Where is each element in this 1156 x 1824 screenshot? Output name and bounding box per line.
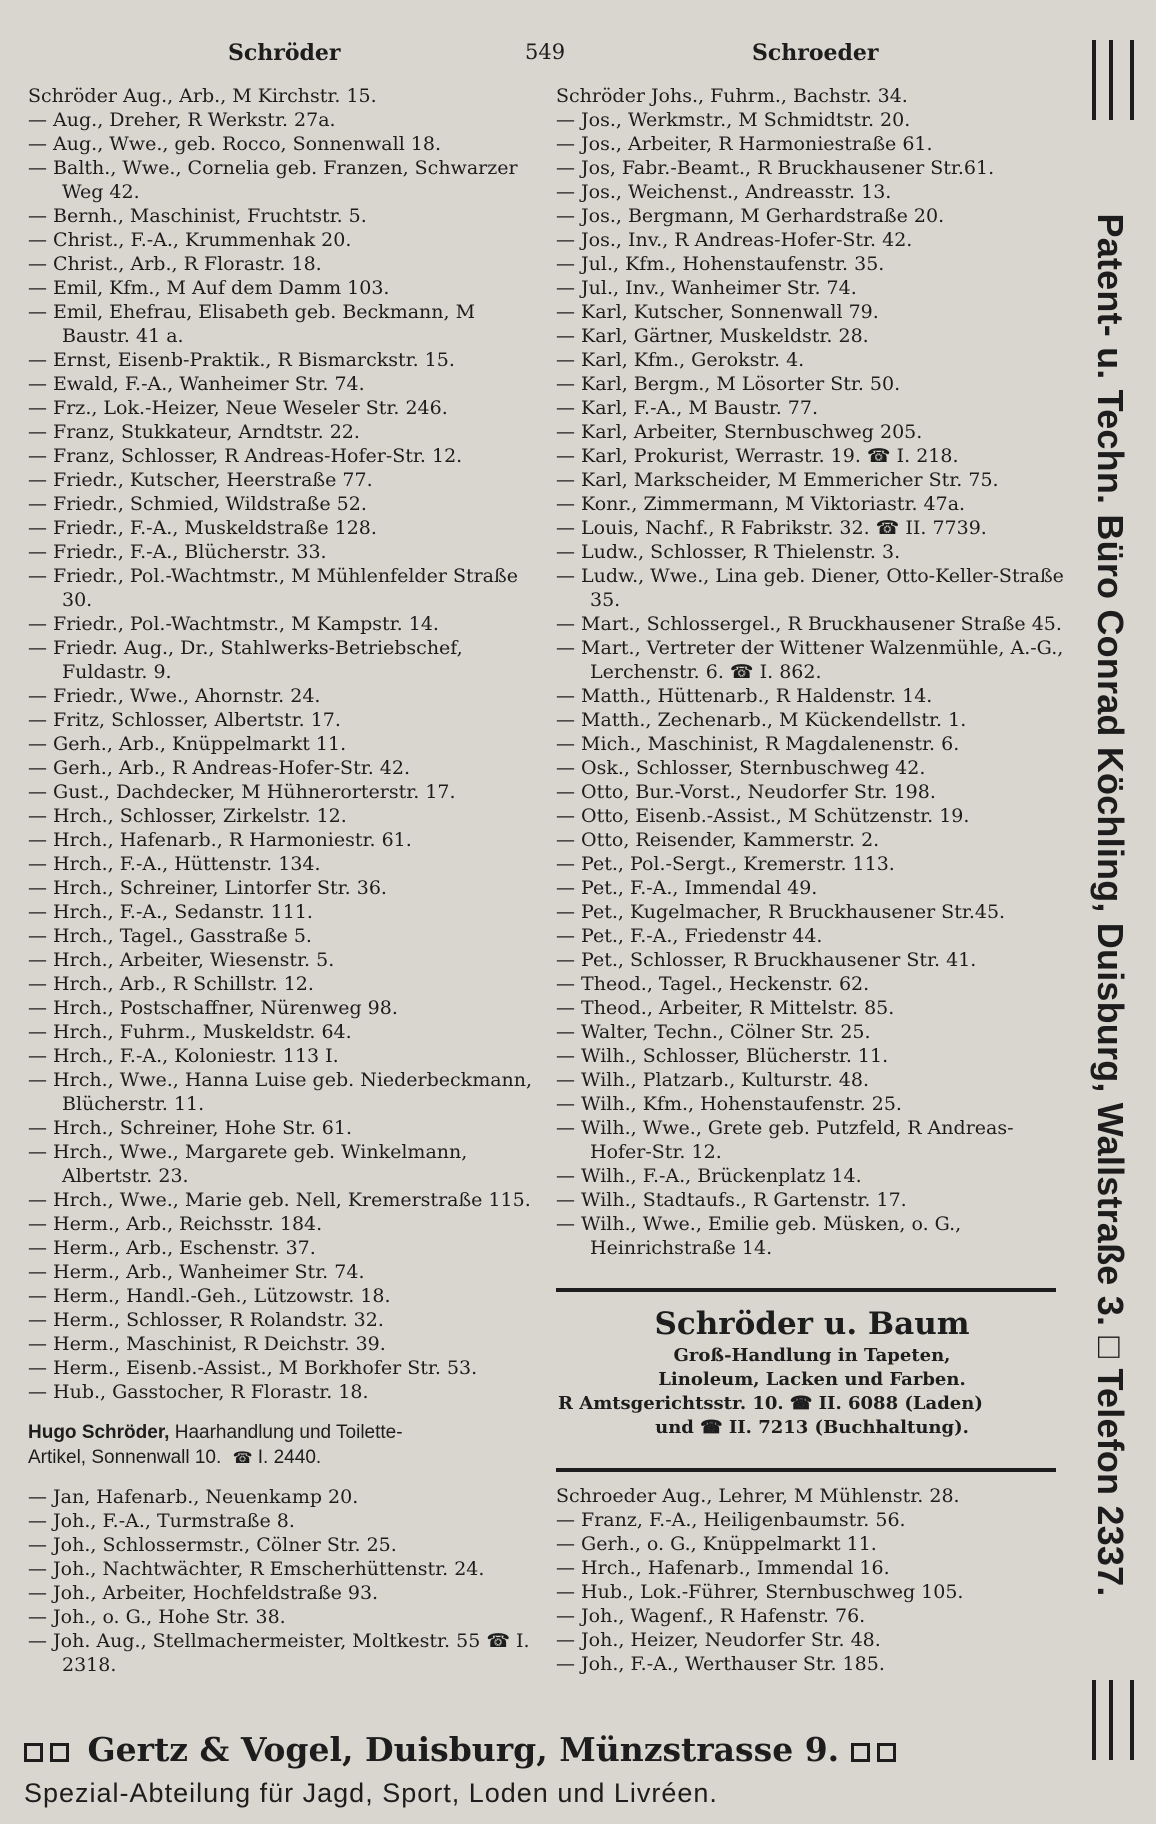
directory-entry: — Otto, Bur.-Vorst., Neudorfer Str. 198. <box>556 781 936 803</box>
directory-entry: — Wilh., Wwe., Grete geb. Putzfeld, R Andreas-Hofer-Str. 12. <box>556 1117 1014 1163</box>
directory-entry: — Hrch., Arb., R Schillstr. 12. <box>28 973 314 995</box>
directory-entry: — Joh., o. G., Hohe Str. 38. <box>28 1606 286 1628</box>
directory-entry: — Balth., Wwe., Cornelia geb. Franzen, Schwarzer Weg 42. <box>28 157 518 203</box>
directory-entry: — Herm., Arb., Reichsstr. 184. <box>28 1213 323 1235</box>
square-icon <box>24 1743 43 1762</box>
directory-entry: — Friedr., F.-A., Muskeldstraße 128. <box>28 517 377 539</box>
ad-line-4: und ☎ II. 7213 (Buchhaltung). <box>655 1417 969 1438</box>
directory-entry: — Matth., Hüttenarb., R Haldenstr. 14. <box>556 685 933 707</box>
directory-entry: — Franz, Stukkateur, Arndtstr. 22. <box>28 421 360 443</box>
directory-entry: — Jul., Kfm., Hohenstaufenstr. 35. <box>556 253 885 275</box>
directory-entry: — Wilh., Schlosser, Blücherstr. 11. <box>556 1045 889 1067</box>
directory-entry: — Bernh., Maschinist, Fruchtstr. 5. <box>28 205 367 227</box>
decorative-bars-top <box>1092 40 1134 120</box>
directory-entry: — Hrch., F.-A., Koloniestr. 113 I. <box>28 1045 339 1067</box>
directory-entry: — Gerh., o. G., Knüppelmarkt 11. <box>556 1533 877 1555</box>
directory-entry: — Friedr., Pol.-Wachtmstr., M Kampstr. 14. <box>28 613 439 635</box>
directory-entry: — Aug., Dreher, R Werkstr. 27a. <box>28 109 336 131</box>
directory-entry: — Pet., F.-A., Friedenstr 44. <box>556 925 823 947</box>
directory-entry: — Joh., Heizer, Neudorfer Str. 48. <box>556 1629 881 1651</box>
directory-entry: — Hrch., Schlosser, Zirkelstr. 12. <box>28 805 347 827</box>
directory-entry: — Pet., Schlosser, R Bruckhausener Str. 41. <box>556 949 977 971</box>
directory-entry: — Fritz, Schlosser, Albertstr. 17. <box>28 709 341 731</box>
directory-entry: — Wilh., F.-A., Brückenplatz 14. <box>556 1165 862 1187</box>
directory-entry: — Hrch., Schreiner, Hohe Str. 61. <box>28 1117 353 1139</box>
directory-entry: — Herm., Arb., Eschenstr. 37. <box>28 1237 316 1259</box>
directory-entry: — Karl, Kfm., Gerokstr. 4. <box>556 349 805 371</box>
hugo-schroeder-ad <box>28 1420 536 1471</box>
hugo-text1: Haarhandlung und Toilette- <box>169 1422 403 1443</box>
directory-entry: — Christ., Arb., R Florastr. 18. <box>28 253 322 275</box>
directory-entry: — Friedr., Pol.-Wachtmstr., M Mühlenfelder Straße 30. <box>28 565 518 611</box>
directory-entry: — Gerh., Arb., R Andreas-Hofer-Str. 42. <box>28 757 411 779</box>
directory-entry: — Joh., F.-A., Turmstraße 8. <box>28 1510 295 1532</box>
right-entry-list-2 <box>556 1484 1068 1676</box>
directory-entry: — Joh., Wagenf., R Hafenstr. 76. <box>556 1605 866 1627</box>
directory-entry: — Jos, Fabr.-Beamt., R Bruckhausener Str.61. <box>556 157 995 179</box>
square-icon <box>50 1743 69 1762</box>
directory-entry: — Theod., Arbeiter, R Mittelstr. 85. <box>556 997 895 1019</box>
ad-line-3: R Amtsgerichtsstr. 10. ☎ II. 6088 (Laden) <box>558 1393 983 1414</box>
footer-line-1 <box>24 1730 1134 1769</box>
directory-entry: — Ernst, Eisenb-Praktik., R Bismarckstr. 15. <box>28 349 455 371</box>
directory-entry: — Hub., Gasstocher, R Florastr. 18. <box>28 1381 369 1403</box>
directory-entry: — Joh., F.-A., Werthauser Str. 185. <box>556 1653 885 1675</box>
directory-entry: — Hrch., F.-A., Sedanstr. 111. <box>28 901 313 923</box>
directory-entry: — Jos., Arbeiter, R Harmoniestraße 61. <box>556 133 933 155</box>
directory-entry: — Karl, Gärtner, Muskeldstr. 28. <box>556 325 869 347</box>
directory-entry: Schröder Aug., Arb., M Kirchstr. 15. <box>28 85 377 107</box>
left-column <box>28 84 536 1677</box>
directory-entry: — Joh., Nachtwächter, R Emscherhüttenstr. 24. <box>28 1558 485 1580</box>
directory-entry: — Karl, Bergm., M Lösorter Str. 50. <box>556 373 901 395</box>
sidebar-text: Patent- u. Techn. Büro Conrad Köchling, Duisburg, Wallstraße 3. □ Telefon 2337. <box>1090 213 1131 1597</box>
header-right: Schroeder <box>752 40 879 66</box>
directory-entry: — Jos., Inv., R Andreas-Hofer-Str. 42. <box>556 229 913 251</box>
directory-entry: — Louis, Nachf., R Fabrikstr. 32. ☎ II. 7739. <box>556 517 987 539</box>
ad-line-2: Linoleum, Lacken und Farben. <box>658 1369 966 1390</box>
directory-entry: — Jos., Bergmann, M Gerhardstraße 20. <box>556 205 945 227</box>
directory-entry: — Jul., Inv., Wanheimer Str. 74. <box>556 277 857 299</box>
directory-entry: — Karl, Arbeiter, Sternbuschweg 205. <box>556 421 923 443</box>
directory-entry: — Hrch., F.-A., Hüttenstr. 134. <box>28 853 321 875</box>
directory-entry: — Hrch., Fuhrm., Muskeldstr. 64. <box>28 1021 352 1043</box>
directory-entry: — Herm., Arb., Wanheimer Str. 74. <box>28 1261 365 1283</box>
directory-entry: — Mart., Schlossergel., R Bruckhausener Straße 45. <box>556 613 1062 635</box>
directory-entry: — Aug., Wwe., geb. Rocco, Sonnenwall 18. <box>28 133 442 155</box>
directory-entry: — Karl, Prokurist, Werrastr. 19. ☎ I. 218. <box>556 445 959 467</box>
hugo-text2: Artikel, Sonnenwall 10. <box>28 1447 222 1468</box>
header-left: Schröder <box>228 40 341 66</box>
ad-title: Schröder u. Baum <box>654 1306 970 1342</box>
directory-entry: — Otto, Reisender, Kammerstr. 2. <box>556 829 880 851</box>
directory-entry: — Christ., F.-A., Krummenhak 20. <box>28 229 352 251</box>
directory-entry: — Frz., Lok.-Heizer, Neue Weseler Str. 246. <box>28 397 448 419</box>
directory-entry: — Franz, Schlosser, R Andreas-Hofer-Str. 12. <box>28 445 463 467</box>
directory-entry: — Friedr., Kutscher, Heerstraße 77. <box>28 469 373 491</box>
divider <box>556 1288 1056 1292</box>
page-number: 549 <box>525 40 566 64</box>
directory-entry: — Matth., Zechenarb., M Kückendellstr. 1. <box>556 709 967 731</box>
right-entry-list <box>556 84 1068 1260</box>
directory-entry: — Friedr. Aug., Dr., Stahlwerks-Betriebschef, Fuldastr. 9. <box>28 637 463 683</box>
directory-entry: — Ludw., Schlosser, R Thielenstr. 3. <box>556 541 901 563</box>
divider-2 <box>556 1468 1056 1472</box>
directory-entry: — Osk., Schlosser, Sternbuschweg 42. <box>556 757 926 779</box>
directory-entry: — Herm., Maschinist, R Deichstr. 39. <box>28 1333 386 1355</box>
directory-entry: — Wilh., Stadtaufs., R Gartenstr. 17. <box>556 1189 907 1211</box>
directory-entry: — Hrch., Hafenarb., R Harmoniestr. 61. <box>28 829 412 851</box>
directory-entry: — Hrch., Wwe., Hanna Luise geb. Niederbeckmann, Blücherstr. 11. <box>28 1069 533 1115</box>
directory-entry: — Jan, Hafenarb., Neuenkamp 20. <box>28 1486 359 1508</box>
directory-entry: — Konr., Zimmermann, M Viktoriastr. 47a. <box>556 493 966 515</box>
left-entry-list-2 <box>28 1485 536 1677</box>
directory-entry: — Mart., Vertreter der Wittener Walzenmühle, A.-G., Lerchenstr. 6. ☎ I. 862. <box>556 637 1064 683</box>
directory-entry: — Wilh., Platzarb., Kulturstr. 48. <box>556 1069 869 1091</box>
directory-entry: — Hrch., Schreiner, Lintorfer Str. 36. <box>28 877 387 899</box>
directory-entry: — Franz, F.-A., Heiligenbaumstr. 56. <box>556 1509 906 1531</box>
left-entry-list <box>28 84 536 1404</box>
directory-entry: — Herm., Schlosser, R Rolandstr. 32. <box>28 1309 384 1331</box>
directory-entry: — Jos., Weichenst., Andreasstr. 13. <box>556 181 892 203</box>
directory-entry: — Hrch., Wwe., Marie geb. Nell, Kremerstraße 115. <box>28 1189 531 1211</box>
square-icon <box>851 1743 870 1762</box>
directory-entry: — Joh., Arbeiter, Hochfeldstraße 93. <box>28 1582 379 1604</box>
directory-entry: — Hrch., Hafenarb., Immendal 16. <box>556 1557 890 1579</box>
directory-entry: — Ludw., Wwe., Lina geb. Diener, Otto-Keller-Straße 35. <box>556 565 1064 611</box>
directory-entry: — Karl, F.-A., M Baustr. 77. <box>556 397 819 419</box>
directory-entry: Schröder Johs., Fuhrm., Bachstr. 34. <box>556 85 908 107</box>
directory-entry: — Pet., Pol.-Sergt., Kremerstr. 113. <box>556 853 895 875</box>
hugo-phone: I. 2440. <box>257 1447 322 1468</box>
directory-entry: — Friedr., F.-A., Blücherstr. 33. <box>28 541 327 563</box>
square-icon <box>877 1743 896 1762</box>
ad-line-1: Groß-Handlung in Tapeten, <box>673 1345 951 1366</box>
directory-entry: — Hrch., Postschaffner, Nürenweg 98. <box>28 997 398 1019</box>
directory-entry: Schroeder Aug., Lehrer, M Mühlenstr. 28. <box>556 1485 960 1507</box>
directory-entry: — Gerh., Arb., Knüppelmarkt 11. <box>28 733 347 755</box>
directory-entry: — Emil, Kfm., M Auf dem Damm 103. <box>28 277 390 299</box>
footer-text-1: Gertz & Vogel, Duisburg, Münzstrasse 9. <box>87 1730 840 1769</box>
directory-entry: — Karl, Markscheider, M Emmericher Str. 75. <box>556 469 999 491</box>
directory-entry: — Hub., Lok.-Führer, Sternbuschweg 105. <box>556 1581 964 1603</box>
directory-entry: — Wilh., Kfm., Hohenstaufenstr. 25. <box>556 1093 902 1115</box>
directory-entry: — Gust., Dachdecker, M Hühnerorterstr. 17. <box>28 781 456 803</box>
directory-entry: — Mich., Maschinist, R Magdalenenstr. 6. <box>556 733 960 755</box>
sidebar-text-box <box>1070 135 1150 1675</box>
directory-entry: — Theod., Tagel., Heckenstr. 62. <box>556 973 870 995</box>
directory-entry: — Otto, Eisenb.-Assist., M Schützenstr. 19. <box>556 805 970 827</box>
directory-entry: — Hrch., Tagel., Gasstraße 5. <box>28 925 312 947</box>
directory-entry: — Friedr., Schmied, Wildstraße 52. <box>28 493 367 515</box>
directory-entry: — Herm., Handl.-Geh., Lützowstr. 18. <box>28 1285 391 1307</box>
directory-entry: — Wilh., Wwe., Emilie geb. Müsken, o. G., Heinrichstraße 14. <box>556 1213 962 1259</box>
footer-line-2: Spezial-Abteilung für Jagd, Sport, Loden und Livréen. <box>24 1778 718 1808</box>
schroeder-baum-ad <box>556 1304 1068 1440</box>
hugo-name: Hugo Schröder, <box>28 1422 170 1443</box>
directory-entry: — Jos., Werkmstr., M Schmidtstr. 20. <box>556 109 911 131</box>
directory-entry: — Pet., F.-A., Immendal 49. <box>556 877 818 899</box>
directory-entry: — Joh., Schlossermstr., Cölner Str. 25. <box>28 1534 397 1556</box>
directory-entry: — Walter, Techn., Cölner Str. 25. <box>556 1021 871 1043</box>
directory-entry: — Hrch., Arbeiter, Wiesenstr. 5. <box>28 949 335 971</box>
directory-entry: — Pet., Kugelmacher, R Bruckhausener Str.45. <box>556 901 1006 923</box>
right-column <box>556 84 1068 1676</box>
directory-entry: — Friedr., Wwe., Ahornstr. 24. <box>28 685 321 707</box>
directory-entry: — Emil, Ehefrau, Elisabeth geb. Beckmann, M Baustr. 41 a. <box>28 301 476 347</box>
directory-entry: — Joh. Aug., Stellmachermeister, Moltkestr. 55 ☎ I. 2318. <box>28 1630 530 1676</box>
directory-entry: — Ewald, F.-A., Wanheimer Str. 74. <box>28 373 365 395</box>
directory-entry: — Hrch., Wwe., Margarete geb. Winkelmann, Albertstr. 23. <box>28 1141 468 1187</box>
sidebar-ad <box>1070 40 1150 1760</box>
phone-icon: ☎ <box>232 1450 253 1467</box>
directory-entry: — Karl, Kutscher, Sonnenwall 79. <box>556 301 879 323</box>
directory-entry: — Herm., Eisenb.-Assist., M Borkhofer Str. 53. <box>28 1357 478 1379</box>
